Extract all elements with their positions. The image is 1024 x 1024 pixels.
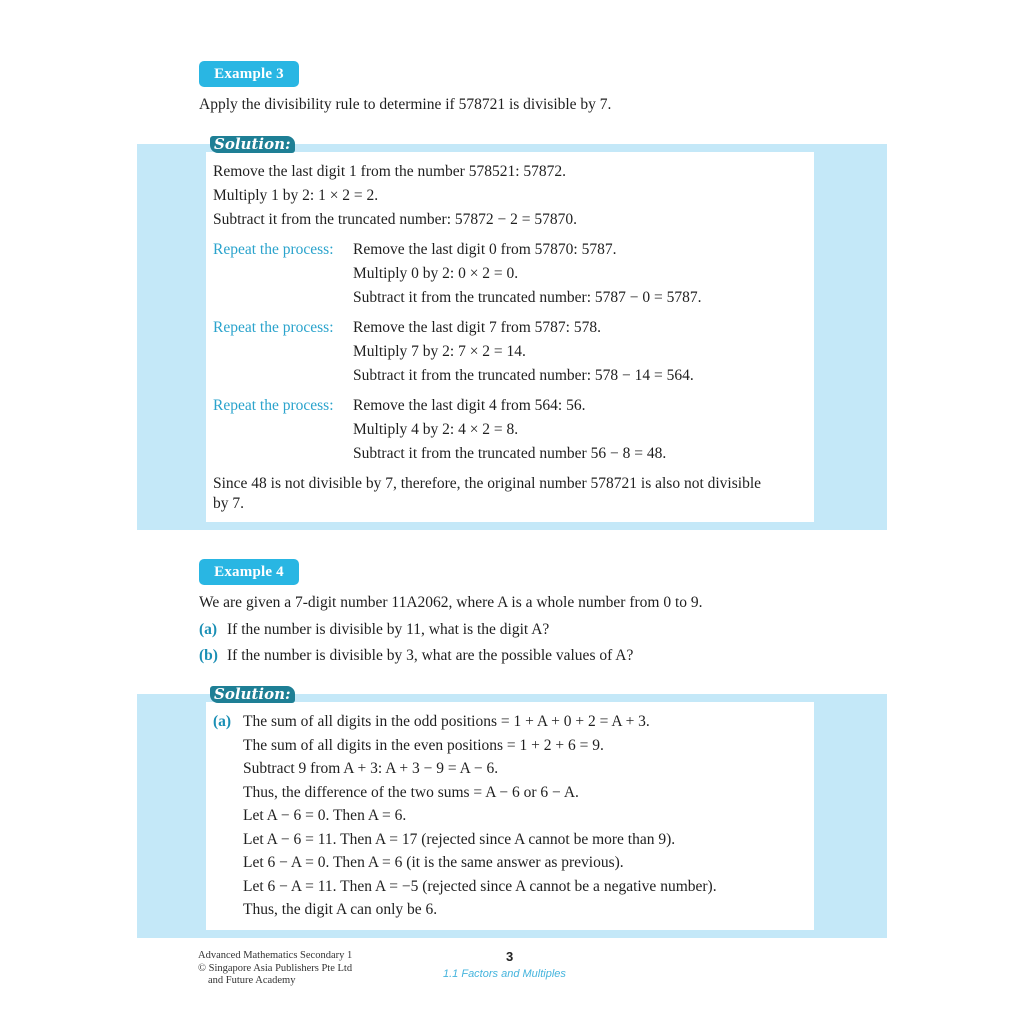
repeat-label: Repeat the process: (213, 319, 334, 336)
repeat-step-line: Remove the last digit 0 from 57870: 5787. (353, 241, 617, 258)
answer-line: Let 6 − A = 11. Then A = −5 (rejected since A cannot be a negative number). (243, 878, 717, 895)
example-4-badge: Example 4 (199, 559, 299, 585)
repeat-step-line: Remove the last digit 7 from 5787: 578. (353, 319, 601, 336)
chapter-title: 1.1 Factors and Multiples (443, 968, 566, 980)
publisher-line: © Singapore Asia Publishers Pte Ltd (198, 962, 353, 974)
answer-line: Subtract 9 from A + 3: A + 3 − 9 = A − 6. (243, 760, 499, 777)
answer-line: Let A − 6 = 0. Then A = 6. (243, 807, 407, 824)
repeat-step-line: Multiply 4 by 2: 4 × 2 = 8. (353, 421, 519, 438)
repeat-step-line: Subtract it from the truncated number: 578 − 14 = 564. (353, 367, 694, 384)
solution-3-label: Solution: (210, 136, 295, 153)
answer-line: Thus, the difference of the two sums = A − 6 or 6 − A. (243, 784, 579, 801)
page-number: 3 (506, 949, 514, 964)
example-3-badge: Example 3 (199, 61, 299, 87)
answer-line: Thus, the digit A can only be 6. (243, 901, 438, 918)
answer-line: Let 6 − A = 0. Then A = 6 (it is the same answer as previous). (243, 854, 624, 871)
publisher-line: and Future Academy (208, 975, 296, 986)
example-4-question: We are given a 7-digit number 11A2062, where A is a whole number from 0 to 9. (199, 594, 703, 611)
repeat-step-line: Subtract it from the truncated number 56 − 8 = 48. (353, 445, 667, 462)
repeat-step-line: Remove the last digit 4 from 564: 56. (353, 397, 586, 414)
repeat-step-line: Subtract it from the truncated number: 5787 − 0 = 5787. (353, 289, 702, 306)
answer-line: The sum of all digits in the odd positions = 1 + A + 0 + 2 = A + 3. (243, 713, 650, 730)
repeat-label: Repeat the process: (213, 241, 334, 258)
answer-line: The sum of all digits in the even positions = 1 + 2 + 6 = 9. (243, 737, 604, 754)
part-label: (a) (199, 621, 218, 638)
solution-3-line: Subtract it from the truncated number: 57872 − 2 = 57870. (213, 211, 578, 228)
solution-4-label: Solution: (210, 686, 295, 703)
book-title: Advanced Mathematics Secondary 1 (198, 950, 353, 961)
solution-3-line: Remove the last digit 1 from the number 578521: 57872. (213, 163, 567, 180)
part-label: (b) (199, 647, 218, 664)
repeat-label: Repeat the process: (213, 397, 334, 414)
answer-line: Let A − 6 = 11. Then A = 17 (rejected since A cannot be more than 9). (243, 831, 676, 848)
conclusion-line: by 7. (213, 495, 244, 512)
repeat-step-line: Multiply 0 by 2: 0 × 2 = 0. (353, 265, 519, 282)
repeat-step-line: Multiply 7 by 2: 7 × 2 = 14. (353, 343, 526, 360)
solution-3-line: Multiply 1 by 2: 1 × 2 = 2. (213, 187, 379, 204)
question-part-b (199, 647, 633, 665)
part-text: If the number is divisible by 3, what are the possible values of A? (227, 647, 634, 664)
example-3-question: Apply the divisibility rule to determine if 578721 is divisible by 7. (199, 96, 612, 113)
question-part-a (199, 621, 549, 639)
part-text: If the number is divisible by 11, what is the digit A? (227, 621, 550, 638)
answer-part-label: (a) (213, 713, 232, 730)
conclusion-line: Since 48 is not divisible by 7, therefore, the original number 578721 is also not divisible (213, 475, 762, 492)
book-credit (198, 950, 352, 988)
